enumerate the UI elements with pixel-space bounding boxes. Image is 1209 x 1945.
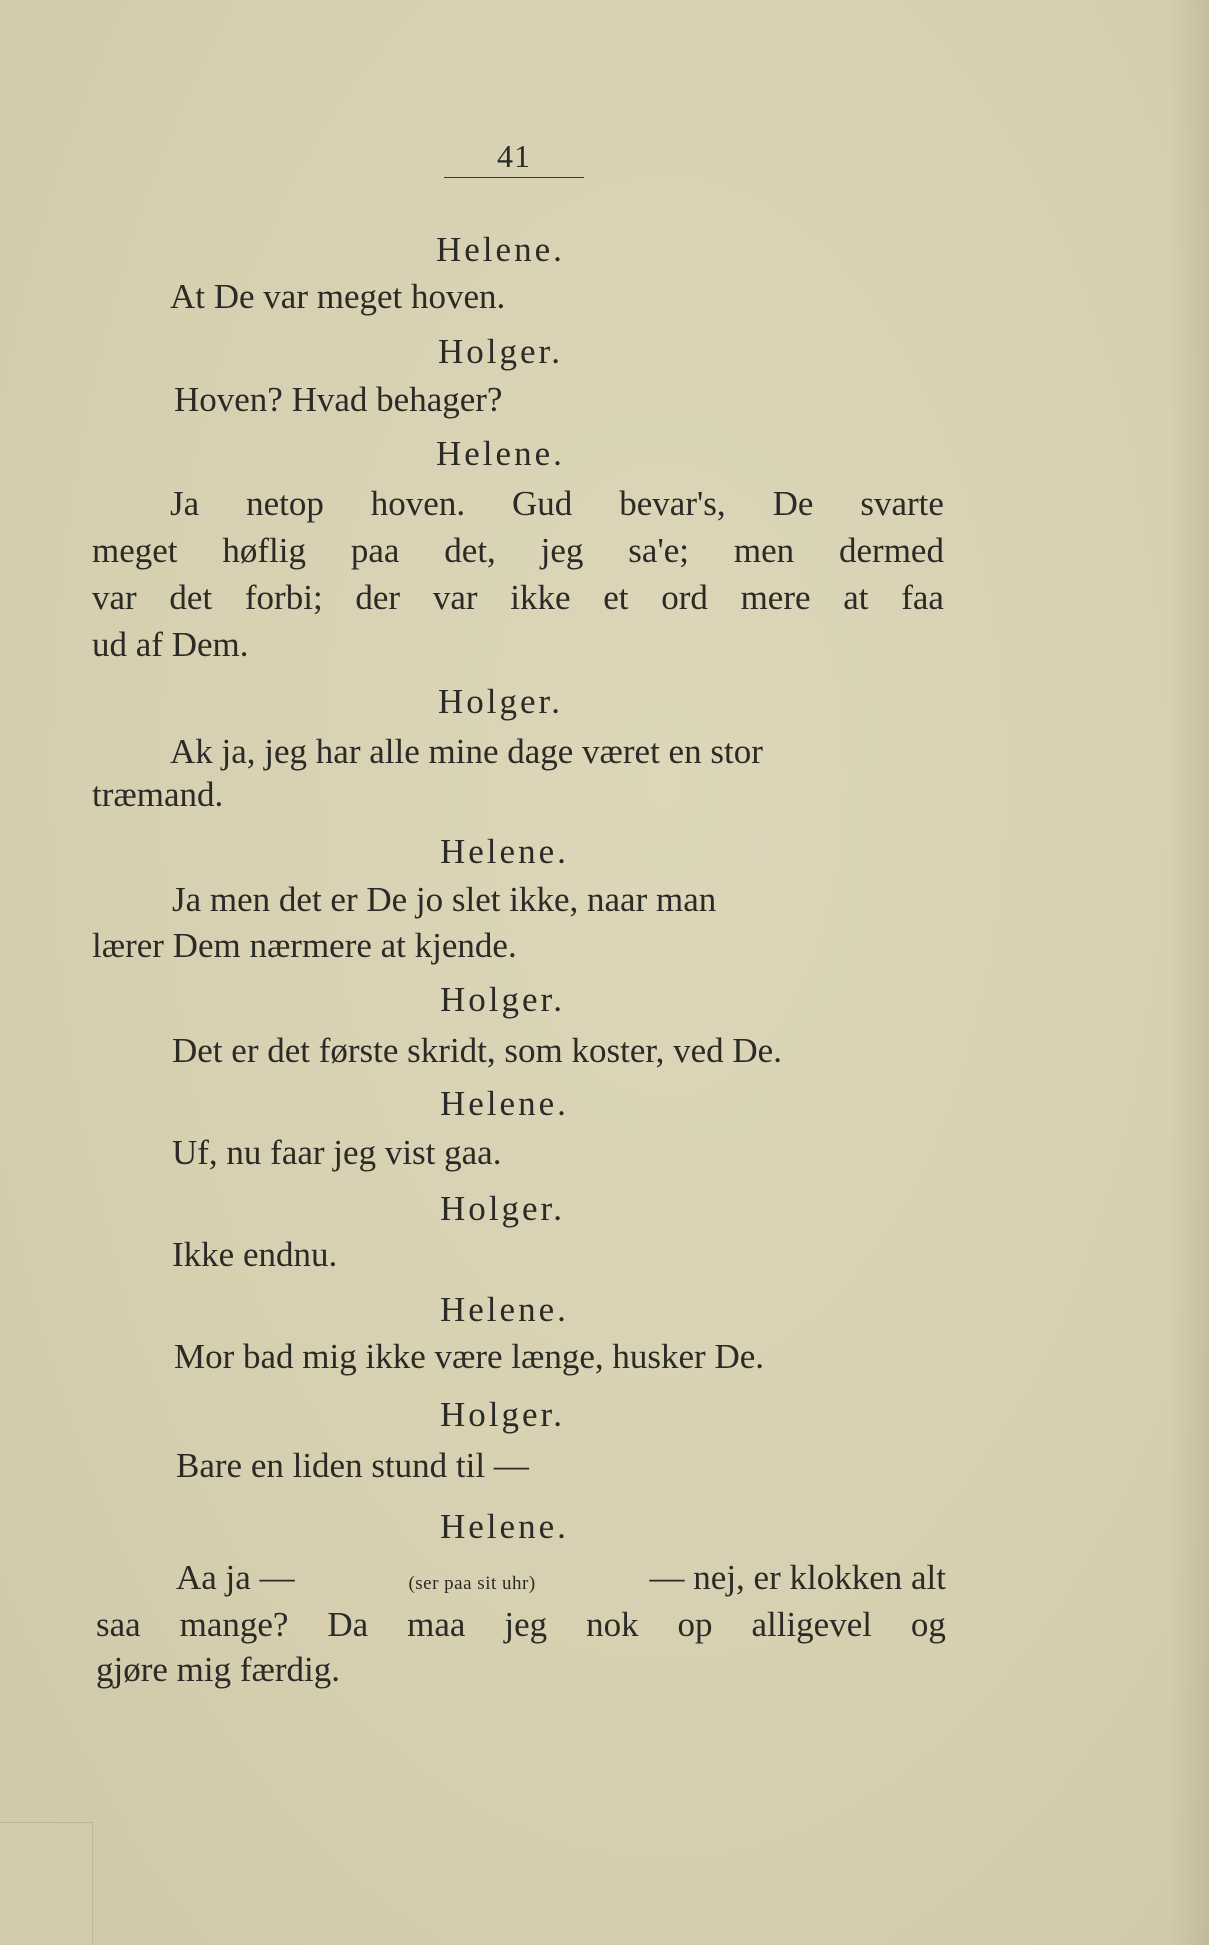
- speaker-name: Helene.: [440, 1084, 569, 1123]
- speaker-name: Helene.: [440, 832, 569, 871]
- speaker-name: Helene.: [440, 1290, 569, 1329]
- dialogue-line: gjøre mig færdig.: [96, 1650, 340, 1689]
- dialogue-line: Mor bad mig ikke være længe, husker De.: [174, 1337, 765, 1376]
- dialogue-line: meget høflig paa det, jeg sa'e; men dermed: [92, 531, 944, 570]
- dialogue-line: Bare en liden stund til —: [176, 1446, 529, 1485]
- page-corner-patch: [0, 1822, 93, 1945]
- dialogue-line: Hoven? Hvad behager?: [174, 380, 503, 419]
- dialogue-stage-line: [176, 1558, 946, 1604]
- speaker-name: Holger.: [440, 1395, 566, 1434]
- speaker-name: Holger.: [440, 980, 566, 1019]
- page-edge-shadow: [1169, 0, 1209, 1945]
- speaker-name: Holger.: [438, 332, 564, 371]
- dialogue-line: Ja men det er De jo slet ikke, naar man: [172, 880, 717, 919]
- dialogue-line: Det er det første skridt, som koster, ved De.: [172, 1031, 782, 1070]
- dialogue-line: Ikke endnu.: [172, 1235, 338, 1274]
- dialogue-line: Uf, nu faar jeg vist gaa.: [172, 1133, 502, 1172]
- dialogue-line: Ja netop hoven. Gud bevar's, De svarte: [170, 484, 944, 523]
- dialogue-line: saa mange? Da maa jeg nok op alligevel og: [96, 1605, 946, 1644]
- dialogue-line: træmand.: [92, 775, 224, 814]
- speaker-name: Helene.: [436, 230, 565, 269]
- dialogue-line: Ak ja, jeg har alle mine dage været en stor: [170, 732, 763, 771]
- speaker-name: Holger.: [438, 682, 564, 721]
- speaker-name: Helene.: [440, 1507, 569, 1546]
- dialogue-line: At De var meget hoven.: [170, 277, 506, 316]
- dialogue-fragment: Aa ja —: [176, 1558, 295, 1597]
- stage-direction: (ser paa sit uhr): [408, 1573, 536, 1594]
- speaker-name: Holger.: [440, 1189, 566, 1228]
- speaker-name: Helene.: [436, 434, 565, 473]
- dialogue-line: lærer Dem nærmere at kjende.: [92, 926, 517, 965]
- dialogue-line: ud af Dem.: [92, 625, 249, 664]
- page-number: 41: [444, 138, 584, 178]
- dialogue-fragment: — nej, er klokken alt: [649, 1558, 946, 1597]
- dialogue-line: var det forbi; der var ikke et ord mere at faa: [92, 578, 944, 617]
